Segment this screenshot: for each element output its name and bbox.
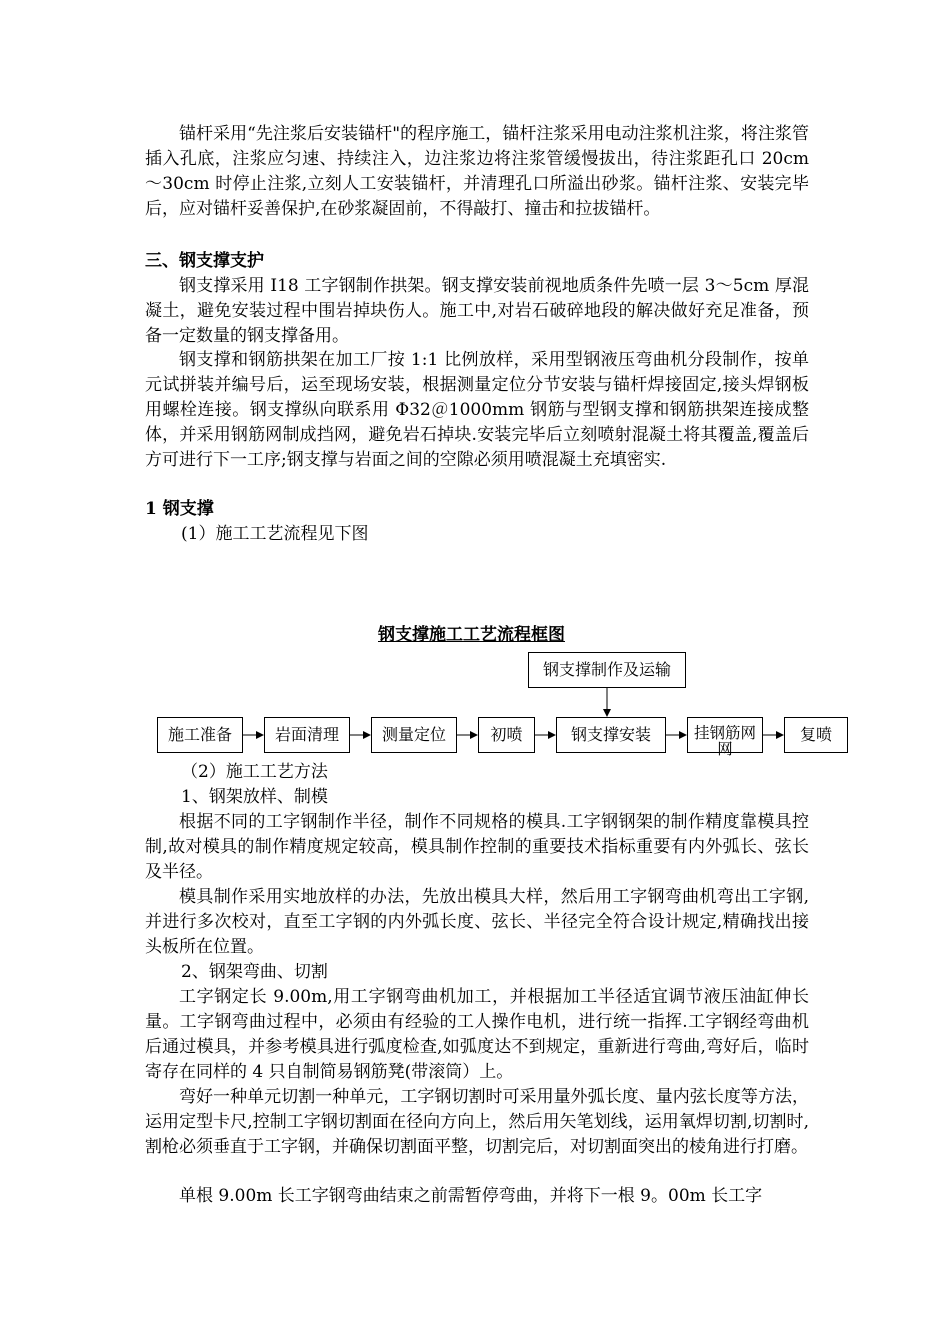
heading-steel-support-1: 1 钢支撑 bbox=[145, 499, 214, 519]
flow-box-mesh-hanging: 挂钢筋网网 bbox=[687, 717, 763, 753]
flow-intro-line: (1）施工工艺流程见下图 bbox=[181, 524, 369, 544]
paragraph-bending: 工字钢定长 9.00m,用工字钢弯曲机加工，并根据加工半径适宜调节液压油缸伸长量。工字钢弯曲过程中，必须由有经验的工人操作电机，进行统一指挥.工字钢经弯曲机后通过模具，并参考模具进行弧度检查,如弧度达不到规定，重新进行弯曲,弯好后，临时寄存在同样的 4 只自制简易钢筋凳(带滚筒）上。 bbox=[145, 987, 809, 1082]
flowchart-title: 钢支撑施工工艺流程框图 bbox=[378, 625, 565, 645]
paragraph-i18-arch: 钢支撑采用 I18 工字钢制作拱架。钢支撑安装前视地质条件先喷一层 3～5cm 厚混凝土，避免安装过程中围岩掉块伤人。施工中,对岩石破碎地段的解决做好充足准备，预备一定数量的钢支撑备用。 bbox=[145, 276, 809, 346]
heading-steel-support: 三、钢支撑支护 bbox=[145, 251, 264, 271]
paragraph-anchor-grouting: 锚杆采用“先注浆后安装锚杆"的程序施工，锚杆注浆采用电动注浆机注浆，将注浆管插入孔底，注浆应匀速、持续注入，边注浆边将注浆管缓慢拔出，待注浆距孔口 20cm～30cm 时停止注浆,立刻人工安装锚杆，并清理孔口所溢出砂浆。锚杆注浆、安装完毕后，应对锚杆妥善保护,在砂浆凝固前，不得敲打、撞击和拉拔锚杆。 bbox=[145, 124, 809, 219]
method-heading-line: （2）施工工艺方法 bbox=[181, 762, 328, 782]
paragraph-mold-layout: 模具制作采用实地放样的办法，先放出模具大样，然后用工字钢弯曲机弯出工字钢,并进行多次校对，直至工字钢的内外弧长度、弦长、半径完全符合设计规定,精确找出接头板所在位置。 bbox=[145, 887, 809, 957]
paragraph-mold-precision: 根据不同的工字钢制作半径，制作不同规格的模具.工字钢钢架的制作精度靠模具控制,故对模具的制作精度规定较高，模具制作控制的重要技术指标重要有内外弧长、弦长及半径。 bbox=[145, 812, 809, 882]
flow-box-rock-cleaning: 岩面清理 bbox=[264, 717, 350, 753]
flow-box-support-installation: 钢支撑安装 bbox=[556, 717, 666, 753]
flow-box-re-spray: 复喷 bbox=[784, 717, 848, 753]
flow-box-initial-spray: 初喷 bbox=[478, 717, 535, 753]
subheading-layout-molding: 1、钢架放样、制模 bbox=[181, 787, 328, 807]
paragraph-fabrication: 钢支撑和钢筋拱架在加工厂按 1:1 比例放样，采用型钢液压弯曲机分段制作，按单元试拼装并编号后，运至现场安装，根据测量定位分节安装与锚杆焊接固定,接头焊钢板用螺栓连接。钢支撑纵向联系用 Φ32＠1000mm 钢筋与型钢支撑和钢筋拱架连接成整体，并采用钢筋网制成挡网，避免岩石掉块.安装完毕后立刻喷射混凝土将其覆盖,覆盖后方可进行下一工序;钢支撑与岩面之间的空隙必须用喷混凝土充填密实. bbox=[145, 350, 809, 470]
paragraph-length-note: 单根 9.00m 长工字钢弯曲结束之前需暂停弯曲，并将下一根 9。00m 长工字 bbox=[179, 1186, 763, 1206]
flow-box-fabrication-transport: 钢支撑制作及运输 bbox=[528, 652, 686, 688]
flow-box-survey-positioning: 测量定位 bbox=[371, 717, 457, 753]
paragraph-cutting: 弯好一种单元切割一种单元，工字钢切割时可采用量外弧长度、量内弦长度等方法，运用定型卡尺,控制工字钢切割面在径向方向上，然后用矢笔划线，运用氧焊切割,切割时,割枪必须垂直于工字钢，并确保切割面平整，切割完后，对切割面突出的棱角进行打磨。 bbox=[145, 1087, 809, 1157]
flow-box-preparation: 施工准备 bbox=[157, 717, 243, 753]
subheading-bending-cutting: 2、钢架弯曲、切割 bbox=[181, 962, 328, 982]
